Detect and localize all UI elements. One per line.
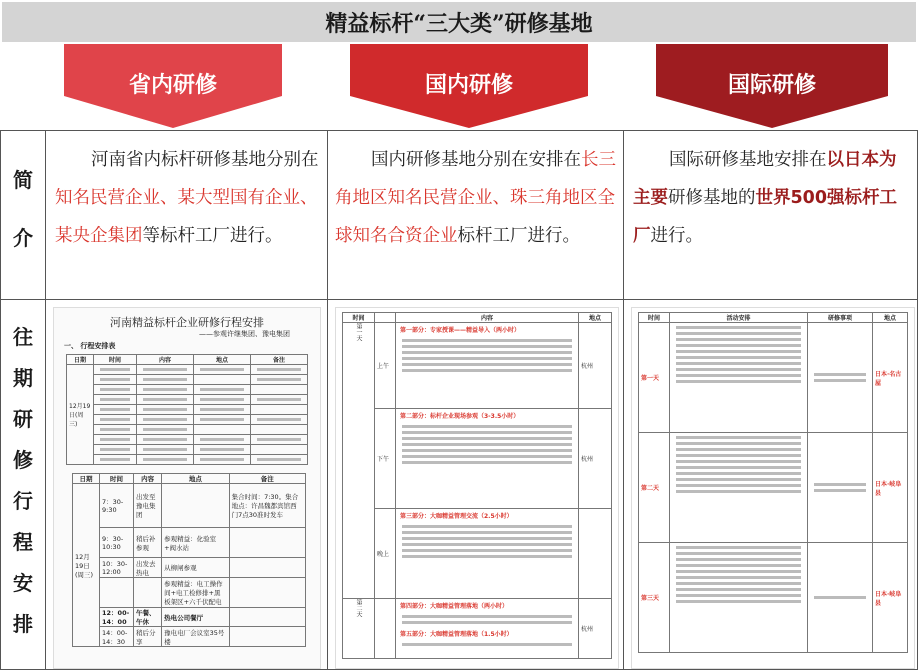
itinerary-doc-domestic [335, 307, 619, 669]
doc1-subtitle: ——参观许继集团、豫电集团 [199, 330, 290, 338]
doc3-table: 时间 活动安排 研修事项 地点 第一天 日本·名古屋 第二天 日本·岐阜县 第三天 日本·岐阜县 [638, 312, 908, 653]
row-label-history: 往 期 研 修 行 程 安 排 [13, 325, 33, 636]
doc1-title: 河南精益标杆企业研修行程安排 [110, 316, 264, 329]
itinerary-doc-provincial [53, 307, 321, 669]
banner-provincial [64, 44, 282, 128]
banner-domestic [350, 44, 588, 128]
comparison-table [0, 130, 918, 670]
itinerary-doc-international [631, 307, 915, 669]
intro-provincial: 河南省内标杆研修基地分别在知名民营企业、某大型国有企业、某央企集团等标杆工厂进行。 [55, 150, 319, 246]
doc2-table: 时间 内容 地点 第一天 上午 第一部分：专家授课——精益导入（两小时） 杭州 下午 第二部分：标杆企业现场参观（3-3.5小时） 杭州 晚上 第三部分：大咖精益管理交流（2.5小时） 第二天 第四部分：大咖精益管理落地（两小时） 第五部分：大咖精益管理落地（1.5小时） 杭州 [342, 312, 612, 659]
intro-domestic: 国内研修基地分别在安排在长三角地区知名民营企业、珠三角地区全球知名合资企业标杆工厂进行。 [335, 150, 616, 246]
doc1-section: 一、 行程安排表 [64, 342, 116, 350]
column-label-domestic: 国内研修 [424, 73, 513, 98]
column-label-provincial: 省内研修 [128, 73, 217, 98]
page-title: 精益标杆“三大类”研修基地 [2, 2, 916, 42]
intro-international: 国际研修基地安排在以日本为主要研修基地的世界500强标杆工厂进行。 [633, 150, 898, 246]
banner-international [656, 44, 888, 128]
row-label-intro: 简 介 [13, 168, 33, 250]
doc1-table-top: 日期 时间 内容 地点 备注 12月19日(周三) [66, 354, 308, 465]
column-label-international: 国际研修 [727, 73, 816, 98]
doc1-table-bottom: 日期 时间 内容 地点 备注 12月19日(周三) 7：30-9:30 出发至豫电集团 集合时间：7:30。集合地点：许昌魏都宾馆西门7点30准时发车 9：30-10:30 稍后补参观 参观精益：化验室+阀水站 10：30-12:00 出发去热电 从柳闸参观 参观精益：电工操作间+电工检修排+黑板架区+六千伏配电 12：00-14：00 午餐、午休 热电公司餐厅 14：00-14：30 稍后分享 豫电电厂会议室35号楼 [72, 473, 306, 647]
